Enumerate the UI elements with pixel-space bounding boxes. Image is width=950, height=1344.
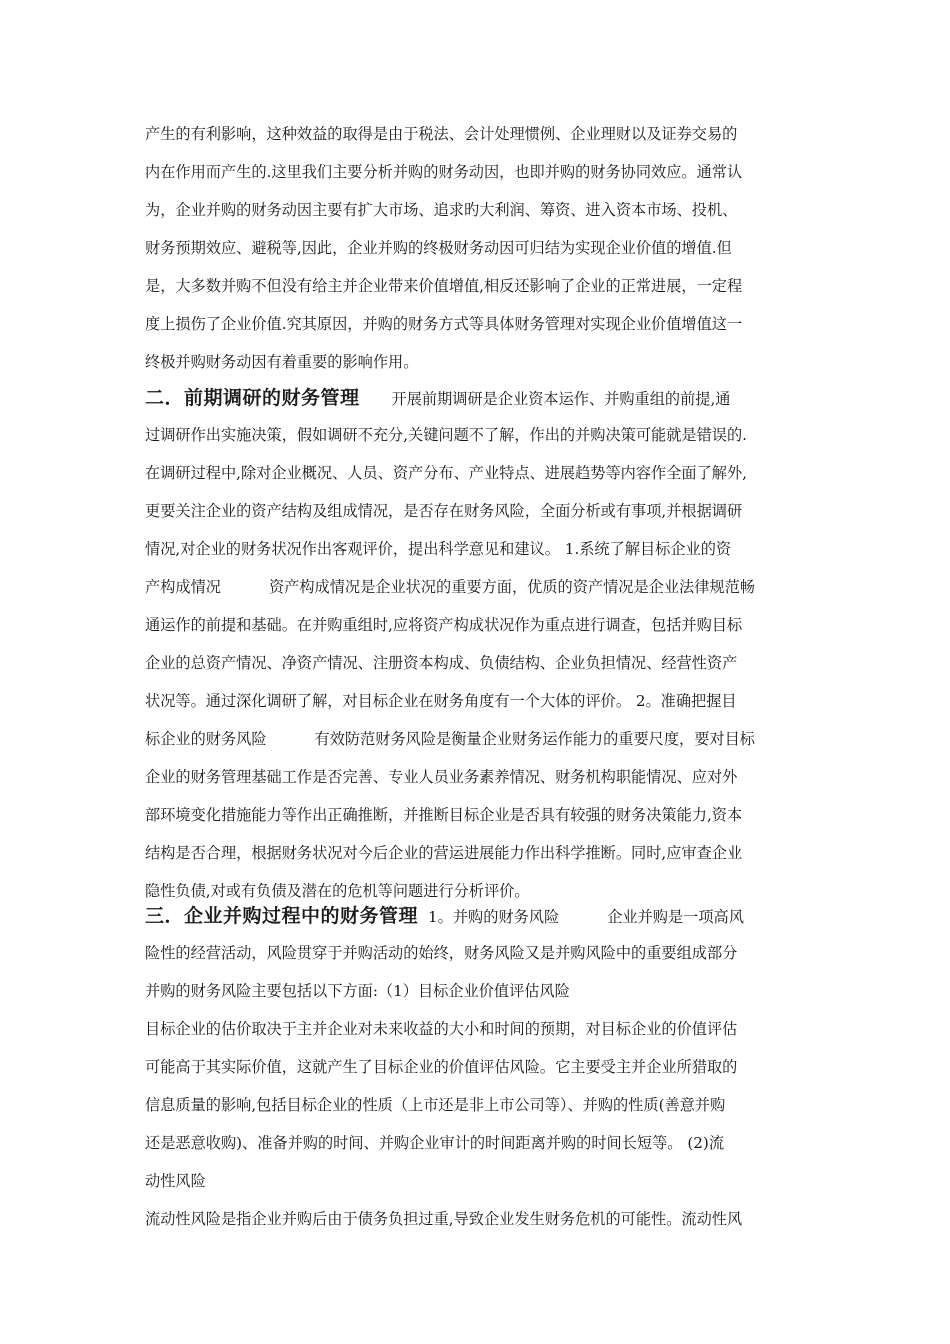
paragraph-line: 并购的财务风险主要包括以下方面:（1）目标企业价值评估风险 [145, 982, 570, 1000]
paragraph-line: 产生的有利影响，这种效益的取得是由于税法、会计处理惯例、企业理财以及证券交易的 [145, 125, 738, 143]
paragraph-line: 企业的财务管理基础工作是否完善、专业人员业务素养情况、财务机构职能情况、应对外 [145, 768, 738, 786]
paragraph-line: 部环境变化措施能力等作出正确推断，并推断目标企业是否具有较强的财务决策能力,资本 [145, 806, 743, 824]
paragraph-line: 通运作的前提和基础。在并购重组时,应将资产构成状况作为重点进行调查，包括并购目标 [145, 616, 743, 634]
section-2-first-line [145, 386, 815, 411]
paragraph-line: 终极并购财务动因有着重要的影响作用。 [145, 353, 419, 371]
paragraph-line: 度上损伤了企业价值.究其原因，并购的财务方式等具体财务管理对实现企业价值增值这一 [145, 315, 743, 333]
paragraph-line: 目标企业的估价取决于主并企业对未来收益的大小和时间的预期，对目标企业的价值评估 [145, 1020, 738, 1038]
paragraph-line: 可能高于其实际价值，这就产生了目标企业的价值评估风险。它主要受主并企业所猎取的 [145, 1058, 738, 1076]
section-text: 企业并购是一项高风 [607, 908, 744, 926]
paragraph-line: 过调研作出实施决策，假如调研不充分,关键问题不了解，作出的并购决策可能就是错误的. [145, 426, 747, 444]
paragraph-line: 为，企业并购的财务动因主要有扩大市场、追求旳大利润、筹资、进入资本市场、投机、 [145, 201, 738, 219]
paragraph-line: 信息质量的影响,包括目标企业的性质（上市还是非上市公司等）、并购的性质(善意并购 [145, 1096, 726, 1114]
paragraph-line: 险性的经营活动，风险贯穿于并购活动的始终，财务风险又是并购风险中的重要组成部分 [145, 944, 738, 962]
paragraph-line: 财务预期效应、避税等,因此，企业并购的终极财务动因可归结为实现企业价值的增值.但 [145, 239, 732, 257]
paragraph-line: 企业的总资产情况、净资产情况、注册资本构成、负债结构、企业负担情况、经营性资产 [145, 654, 738, 672]
paragraph-line: 是，大多数并购不但没有给主并企业带来价值增值,相反还影响了企业的正常进展，一定程 [145, 277, 743, 295]
paragraph-line [145, 729, 815, 749]
paragraph-line: 还是恶意收购)、准备并购的时间、并购企业审计的时间距离并购的时间长短等。 (2)流 [145, 1134, 725, 1152]
paragraph-line: 流动性风险是指企业并购后由于债务负担过重,导致企业发生财务危机的可能性。流动性风 [145, 1210, 743, 1228]
paragraph-line: 隐性负债,对或有负债及潜在的危机等问题进行分析评价。 [145, 882, 530, 900]
paragraph-line: 内在作用而产生的.这里我们主要分析并购的财务动因，也即并购的财务协同效应。通常认 [145, 163, 743, 181]
subheading: 产构成情况 [145, 578, 221, 596]
paragraph-text: 有效防范财务风险是衡量企业财务运作能力的重要尺度，要对目标 [314, 730, 755, 748]
paragraph-line: 状况等。通过深化调研了解，对目标企业在财务角度有一个大体的评价。 2。准确把握目 [145, 692, 737, 710]
section-3-first-line [145, 904, 815, 929]
paragraph-line [145, 577, 815, 597]
paragraph-line: 在调研过程中,除对企业概况、人员、资产分布、产业特点、进展趋势等内容作全面了解外, [145, 464, 747, 482]
subheading: 标企业的财务风险 [145, 730, 267, 748]
paragraph-line: 动性风险 [145, 1172, 206, 1190]
paragraph-line: 情况,对企业的财务状况作出客观评价，提出科学意见和建议。 1.系统了解目标企业的资 [145, 540, 732, 558]
paragraph-line: 更要关注企业的资产结构及组成情况，是否存在财务风险，全面分析或有事项,并根据调研 [145, 502, 743, 520]
paragraph-line: 结构是否合理，根据财务状况对今后企业的营运进展能力作出科学推断。同时,应审查企业 [145, 844, 743, 862]
section-heading: 三．企业并购过程中的财务管理 [145, 905, 419, 927]
subheading: 1。并购的财务风险 [428, 908, 560, 926]
section-text: 开展前期调研是企业资本运作、并购重组的前提,通 [391, 390, 731, 408]
section-heading: 二．前期调研的财务管理 [145, 387, 360, 409]
paragraph-text: 资产构成情况是企业状况的重要方面，优质的资产情况是企业法律规范畅 [268, 578, 755, 596]
